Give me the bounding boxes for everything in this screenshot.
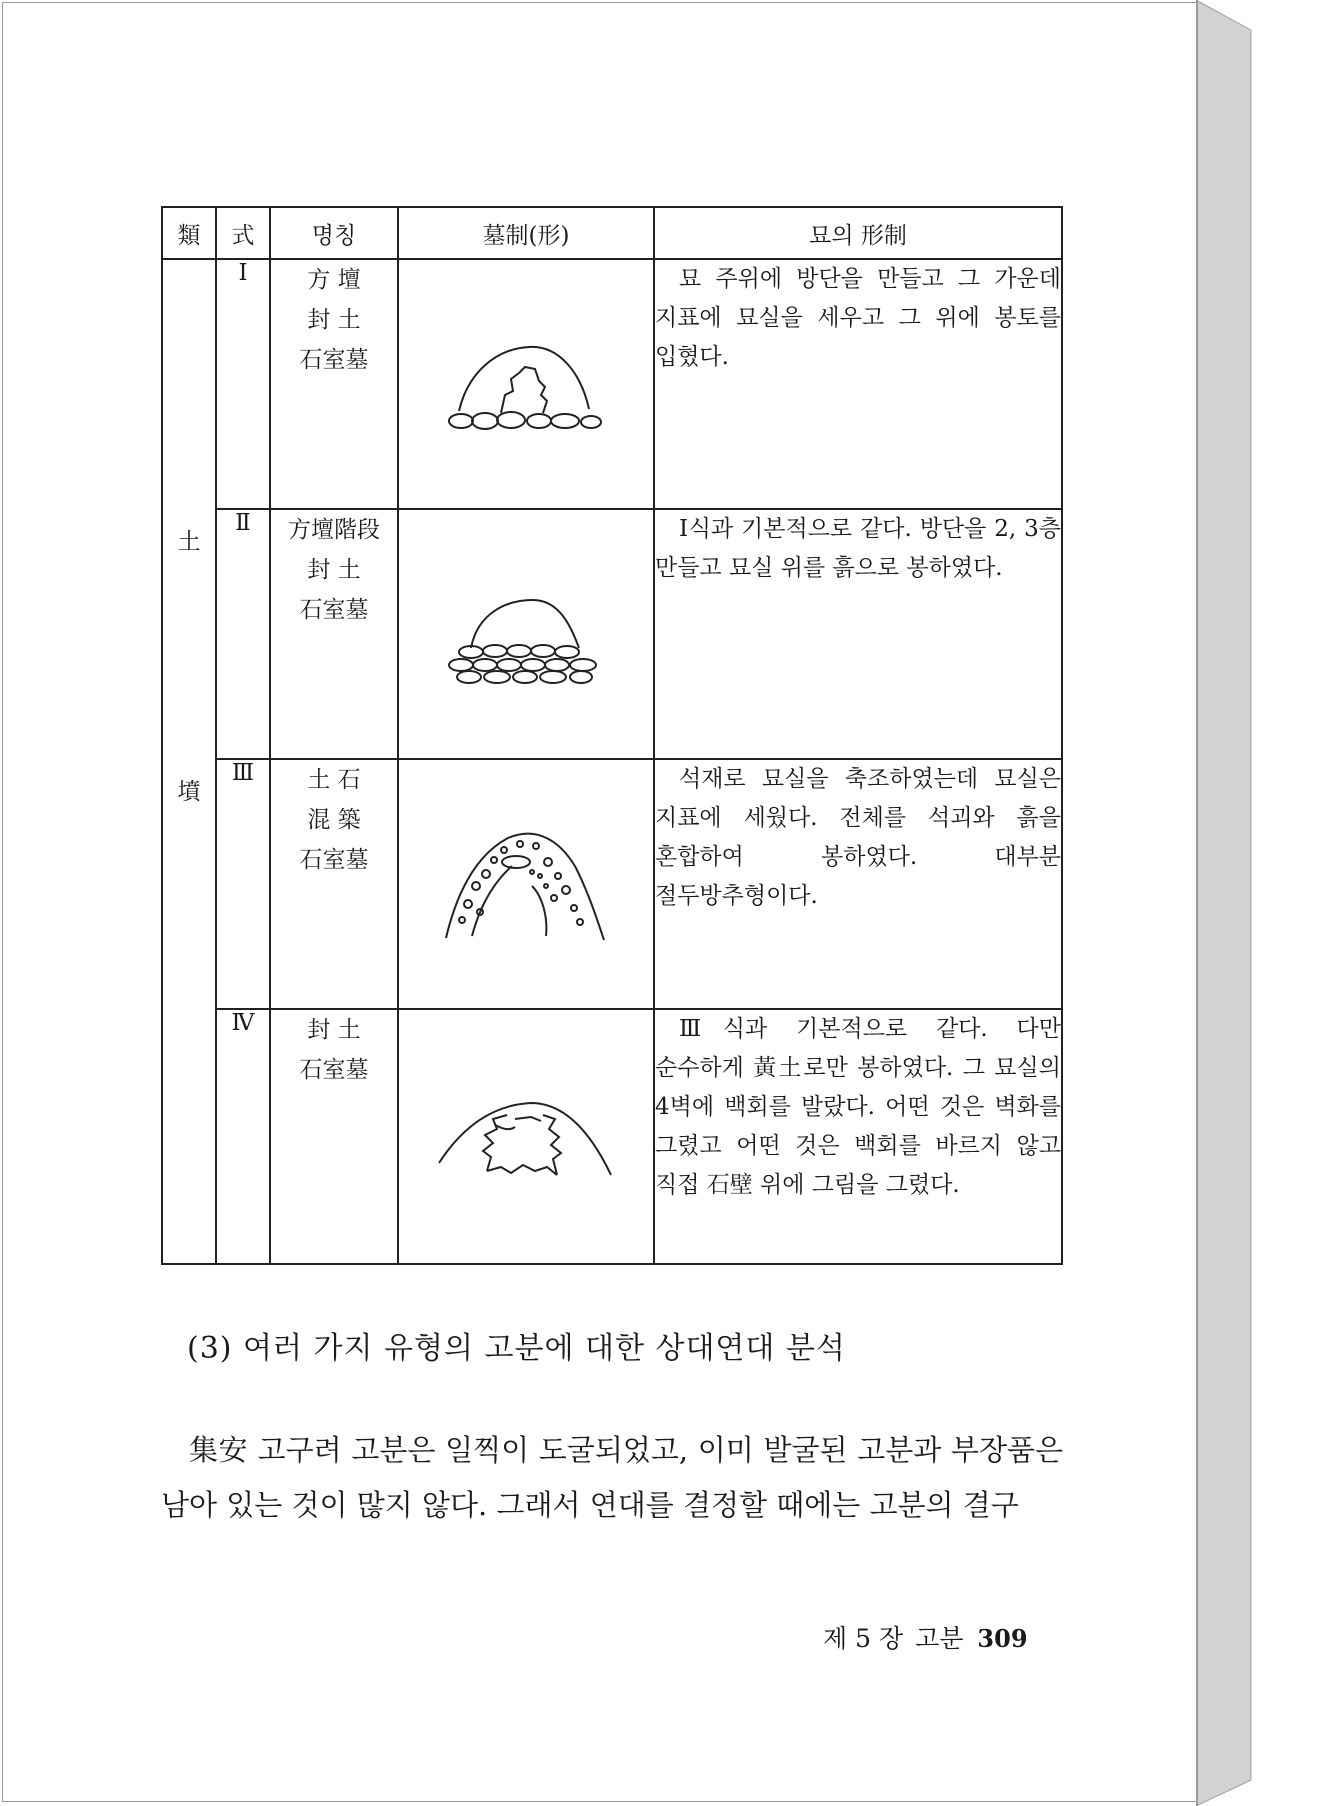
description-cell xyxy=(654,759,1062,1009)
table-row xyxy=(162,1009,1062,1264)
header-style: 式 xyxy=(216,207,270,259)
name-cell xyxy=(270,1009,398,1264)
category-char-2: 墳 xyxy=(177,779,201,805)
header-category: 類 xyxy=(162,207,216,259)
name-line: 封 土 xyxy=(307,307,361,333)
name-line: 封 土 xyxy=(307,1017,361,1043)
name-line: 方壇階段 xyxy=(288,517,380,543)
name-line: 方 壇 xyxy=(307,267,361,293)
name-line: 石室墓 xyxy=(299,847,369,873)
header-form: 墓制(形) xyxy=(398,207,654,259)
figure-cell xyxy=(398,259,654,509)
description-cell xyxy=(654,509,1062,759)
section-heading: (3) 여러 가지 유형의 고분에 대한 상대연대 분석 xyxy=(187,1331,846,1366)
figure-cell xyxy=(398,509,654,759)
figure-cell xyxy=(398,1009,654,1264)
table-row xyxy=(162,759,1062,1009)
body-text xyxy=(161,1423,1063,1533)
body-paragraph: 集安 고구려 고분은 일찍이 도굴되었고, 이미 발굴된 고분과 부장품은 남아 있는 것이 많지 않다. 그래서 연대를 결정할 때에는 고분의 결구 xyxy=(161,1433,1063,1522)
book-page xyxy=(2,2,1197,1802)
footer-chapter: 제 5 장 xyxy=(823,1624,904,1653)
name-line: 石室墓 xyxy=(299,597,369,623)
name-cell xyxy=(270,509,398,759)
square-platform-mound-figure xyxy=(441,321,611,441)
page-number: 309 xyxy=(977,1624,1028,1653)
header-shape: 묘의 形制 xyxy=(654,207,1062,259)
tomb-types-table xyxy=(161,206,1063,1265)
style-cell: Ⅱ xyxy=(216,509,270,759)
earth-mound-stone-chamber-figure xyxy=(431,1079,621,1189)
header-name: 명칭 xyxy=(270,207,398,259)
page-footer xyxy=(823,1619,1028,1655)
name-cell xyxy=(270,759,398,1009)
category-char-1: 土 xyxy=(177,529,201,555)
description-text: 묘 주위에 방단을 만들고 그 가운데 지표에 묘실을 세우고 그 위에 봉토를 입혔다. xyxy=(655,266,1061,370)
style-cell: Ⅲ xyxy=(216,759,270,1009)
table-row xyxy=(162,509,1062,759)
category-cell xyxy=(162,259,216,1264)
table-row xyxy=(162,259,1062,509)
table-header-row xyxy=(162,207,1062,259)
style-cell: Ⅳ xyxy=(216,1009,270,1264)
description-text: Ⅰ식과 기본적으로 같다. 방단을 2, 3층 만들고 묘실 위를 흙으로 봉하였다. xyxy=(655,516,1061,581)
stepped-platform-mound-figure xyxy=(441,576,611,686)
description-cell xyxy=(654,1009,1062,1264)
mixed-stone-earth-mound-figure xyxy=(436,816,616,946)
name-line: 混 築 xyxy=(307,807,361,833)
name-line: 封 土 xyxy=(307,557,361,583)
footer-title: 고분 xyxy=(915,1624,964,1653)
name-line: 石室墓 xyxy=(299,347,369,373)
description-text: Ⅲ식과 기본적으로 같다. 다만 순수하게 黃土로만 봉하였다. 그 묘실의 4벽에 백회를 발랐다. 어떤 것은 벽화를 그렸고 어떤 것은 백회를 바르지 않고 직접 石壁 위에 그림을 그렸다. xyxy=(655,1016,1061,1198)
description-text: 석재로 묘실을 축조하였는데 묘실은 지표에 세웠다. 전체를 석괴와 흙을 혼합하여 봉하였다. 대부분 절두방추형이다. xyxy=(655,766,1061,909)
description-cell xyxy=(654,259,1062,509)
name-line: 石室墓 xyxy=(299,1057,369,1083)
figure-cell xyxy=(398,759,654,1009)
style-cell: Ⅰ xyxy=(216,259,270,509)
book-page-edge xyxy=(1196,0,1322,1806)
name-line: 土 石 xyxy=(307,767,361,793)
name-cell xyxy=(270,259,398,509)
